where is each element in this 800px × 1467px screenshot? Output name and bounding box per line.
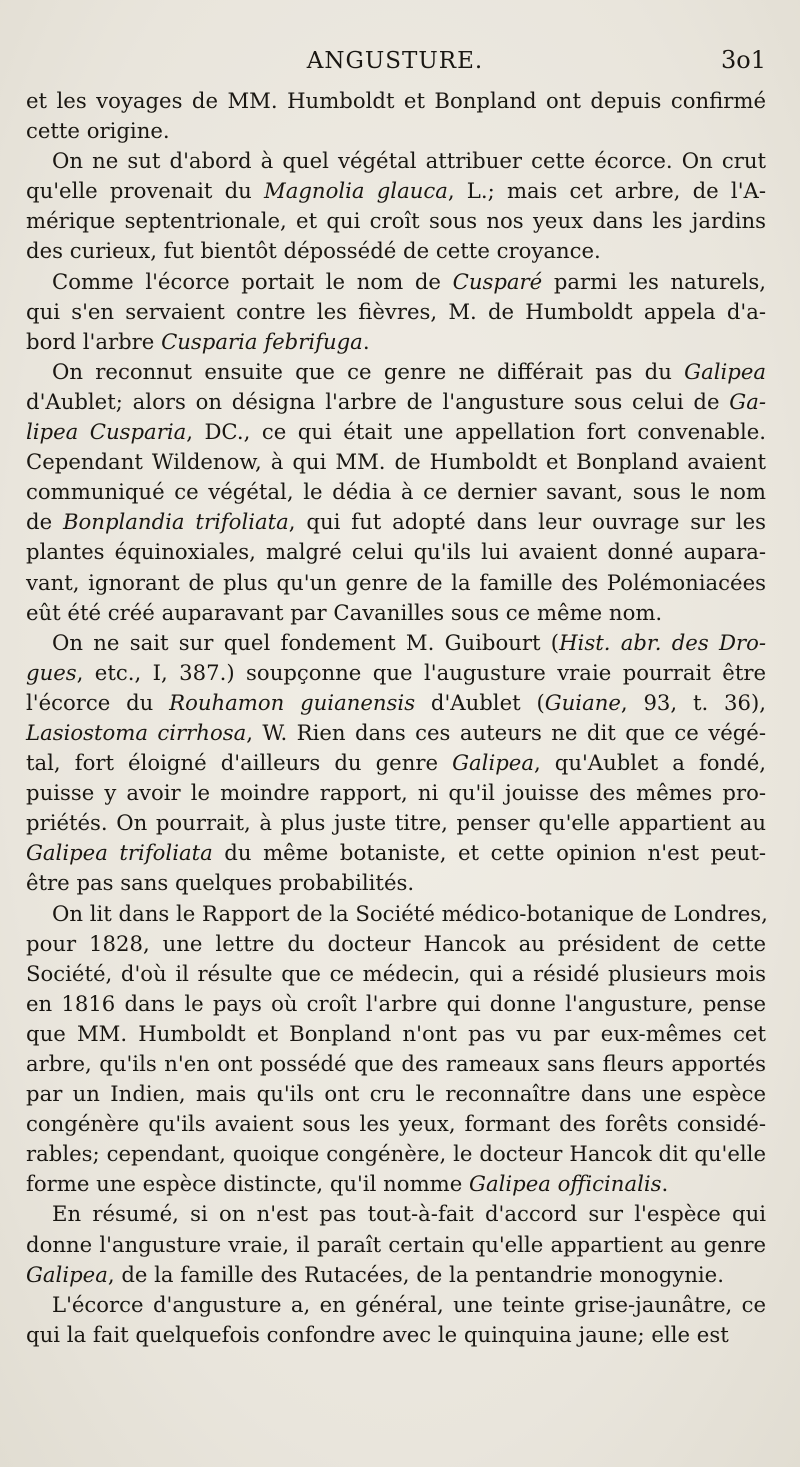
text-line: arbre, qu'ils n'en ont possédé que des rameaux sans fleurs apportés xyxy=(26,1051,766,1076)
text-line: tal, fort éloigné d'ailleurs du genre Galipea, qu'Aublet a fondé, xyxy=(26,750,766,776)
text-line: rables; cependant, quoique congénère, le docteur Hancok dit qu'elle xyxy=(26,1141,766,1167)
text-line: de Bonplandia trifoliata, qui fut adopté dans leur ouvrage sur les xyxy=(26,509,766,535)
text-line: lipea Cusparia, DC., ce qui était une appellation fort convenable. xyxy=(26,419,766,445)
text-line: Lasiostoma cirrhosa, W. Rien dans ces auteurs ne dit que ce végé- xyxy=(26,719,766,745)
text-line: des curieux, fut bientôt dépossédé de cette croyance. xyxy=(26,238,601,264)
text-line: Comme l'écorce portait le nom de Cusparé parmi les naturels, xyxy=(52,268,767,294)
text-line: puisse y avoir le moindre rapport, ni qu'il jouisse des mêmes pro- xyxy=(26,780,766,806)
text-line: pour 1828, une lettre du docteur Hancok au président de cette xyxy=(26,930,766,956)
text-line: En résumé, si on n'est pas tout-à-fait d'accord sur l'espèce qui xyxy=(52,1201,766,1227)
text-line: être pas sans quelques probabilités. xyxy=(26,870,415,896)
paragraph xyxy=(26,1199,766,1289)
text-line: forme une espèce distincte, qu'il nomme Galipea officinalis. xyxy=(26,1171,669,1197)
page-number: 3o1 xyxy=(721,46,766,74)
paragraph xyxy=(26,357,766,628)
text-line: Galipea trifoliata du même botaniste, et cette opinion n'est peut- xyxy=(26,840,766,866)
text-line: d'Aublet; alors on désigna l'arbre de l'angusture sous celui de Ga- xyxy=(26,388,766,414)
text-line: en 1816 dans le pays où croît l'arbre qui donne l'angusture, pense xyxy=(26,990,766,1016)
text-line: L'écorce d'angusture a, en général, une teinte grise-jaunâtre, ce xyxy=(52,1291,766,1317)
text-line: donne l'angusture vraie, il paraît certain qu'elle appartient au genre xyxy=(26,1231,766,1257)
text-line: bord l'arbre Cusparia febrifuga. xyxy=(26,328,370,354)
text-line: On ne sait sur quel fondement M. Guibourt (Hist. abr. des Dro- xyxy=(52,629,766,655)
text-line: Cependant Wildenow, à qui MM. de Humboldt et Bonpland avaient xyxy=(26,449,766,475)
text-line: mérique septentrionale, et qui croît sous nos yeux dans les jardins xyxy=(26,208,766,234)
text-line: On lit dans le Rapport de la Société médico-botanique de Londres, xyxy=(52,900,768,926)
text-line: qu'elle provenait du Magnolia glauca, L.; mais cet arbre, de l'A- xyxy=(26,178,766,204)
text-line: qui s'en servaient contre les fièvres, M. de Humboldt appela d'a- xyxy=(26,298,766,324)
body-text xyxy=(26,86,766,1350)
text-line: et les voyages de MM. Humboldt et Bonpland ont depuis confirmé xyxy=(26,88,766,113)
paragraph xyxy=(26,899,766,1200)
paragraph xyxy=(26,267,766,357)
text-line: vant, ignorant de plus qu'un genre de la famille des Polémoniacées xyxy=(26,569,766,595)
text-line: gues, etc., I, 387.) soupçonne que l'augusture vraie pourrait être xyxy=(26,659,766,685)
text-line: plantes équinoxiales, malgré celui qu'ils lui avaient donné aupara- xyxy=(26,539,766,565)
paragraph xyxy=(26,146,766,266)
text-line: eût été créé auparavant par Cavanilles sous ce même nom. xyxy=(26,599,663,625)
paragraph xyxy=(26,628,766,899)
text-line: On ne sut d'abord à quel végétal attribuer cette écorce. On crut xyxy=(52,148,766,174)
text-line: qui la fait quelquefois confondre avec le quinquina jaune; elle est xyxy=(26,1321,729,1347)
text-line: On reconnut ensuite que ce genre ne différait pas du Galipea xyxy=(52,358,766,384)
page-header xyxy=(24,46,766,80)
text-line: priétés. On pourrait, à plus juste titre, penser qu'elle appartient au xyxy=(26,810,766,836)
text-line: l'écorce du Rouhamon guianensis d'Aublet (Guiane, 93, t. 36), xyxy=(26,689,766,715)
text-line: communiqué ce végétal, le dédia à ce dernier savant, sous le nom xyxy=(26,479,766,505)
text-line: congénère qu'ils avaient sous les yeux, formant des forêts considé- xyxy=(26,1111,766,1137)
paragraph xyxy=(26,1290,766,1350)
text-line: Galipea, de la famille des Rutacées, de la pentandrie monogynie. xyxy=(26,1261,724,1287)
running-title: ANGUSTURE. xyxy=(306,48,484,74)
paragraph xyxy=(26,86,766,146)
text-line: que MM. Humboldt et Bonpland n'ont pas vu par eux-mêmes cet xyxy=(26,1020,766,1046)
text-line: Société, d'où il résulte que ce médecin, qui a résidé plusieurs mois xyxy=(26,960,766,986)
text-line: par un Indien, mais qu'ils ont cru le reconnaître dans une espèce xyxy=(26,1081,766,1107)
text-line: cette origine. xyxy=(26,118,170,144)
